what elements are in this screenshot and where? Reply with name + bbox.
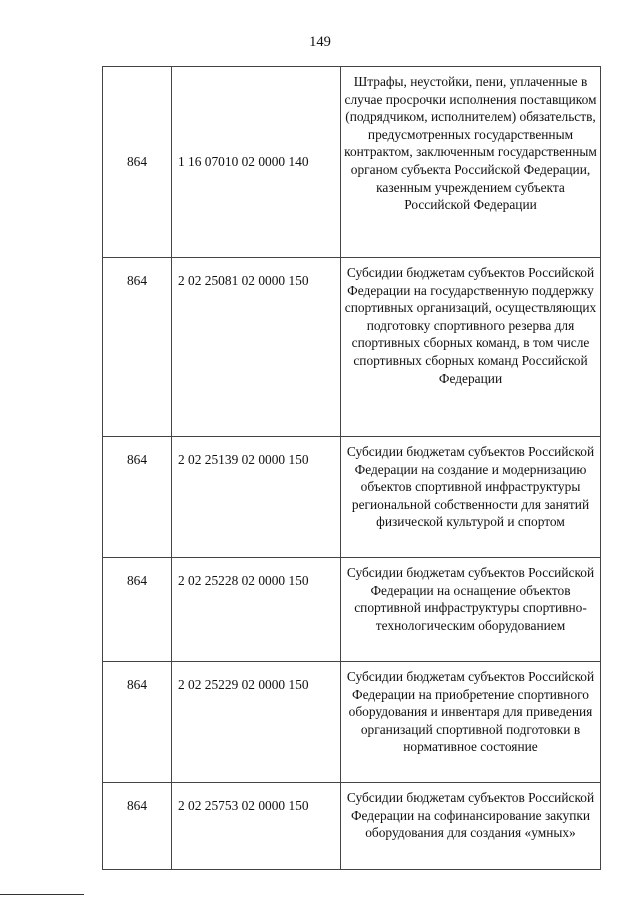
admin-code-cell: 864: [103, 437, 172, 558]
admin-code-cell: 864: [103, 558, 172, 662]
table-row: [103, 258, 601, 437]
budget-code-cell: 2 02 25139 02 0000 150: [172, 437, 341, 558]
description-cell: Штрафы, неустойки, пени, уплаченные в случае просрочки исполнения поставщиком (подрядчиком, исполнителем) обязательств, предусмотренных государственным контрактом, заключенным государственным органом субъекта Российской Федерации, казенным учреждением субъекта Российской Федерации: [341, 67, 601, 258]
footnote-divider: [0, 894, 84, 895]
table-row: [103, 558, 601, 662]
budget-code-cell: 2 02 25228 02 0000 150: [172, 558, 341, 662]
description-cell: Субсидии бюджетам субъектов Российской Федерации на оснащение объектов спортивной инфраструктуры спортивно-технологическим оборудованием: [341, 558, 601, 662]
budget-classification-table: [102, 66, 601, 870]
budget-code-cell: 2 02 25081 02 0000 150: [172, 258, 341, 437]
table-row: [103, 67, 601, 258]
description-cell: Субсидии бюджетам субъектов Российской Федерации на софинансирование закупки оборудования для создания «умных»: [341, 783, 601, 870]
admin-code-cell: 864: [103, 662, 172, 783]
admin-code-cell: 864: [103, 783, 172, 870]
table-row: [103, 662, 601, 783]
budget-code-cell: 1 16 07010 02 0000 140: [172, 67, 341, 258]
admin-code-cell: 864: [103, 67, 172, 258]
description-cell: Субсидии бюджетам субъектов Российской Федерации на приобретение спортивного оборудования и инвентаря для приведения организаций спортивной подготовки в нормативное состояние: [341, 662, 601, 783]
budget-code-cell: 2 02 25229 02 0000 150: [172, 662, 341, 783]
description-cell: Субсидии бюджетам субъектов Российской Федерации на создание и модернизацию объектов спортивной инфраструктуры региональной собственности для занятий физической культурой и спортом: [341, 437, 601, 558]
table-row: [103, 437, 601, 558]
admin-code-cell: 864: [103, 258, 172, 437]
budget-code-cell: 2 02 25753 02 0000 150: [172, 783, 341, 870]
table-row: [103, 783, 601, 870]
page-number: 149: [309, 34, 331, 50]
description-cell: Субсидии бюджетам субъектов Российской Федерации на государственную поддержку спортивных организаций, осуществляющих подготовку спортивного резерва для спортивных сборных команд, в том числе спортивных сборных команд Российской Федерации: [341, 258, 601, 437]
